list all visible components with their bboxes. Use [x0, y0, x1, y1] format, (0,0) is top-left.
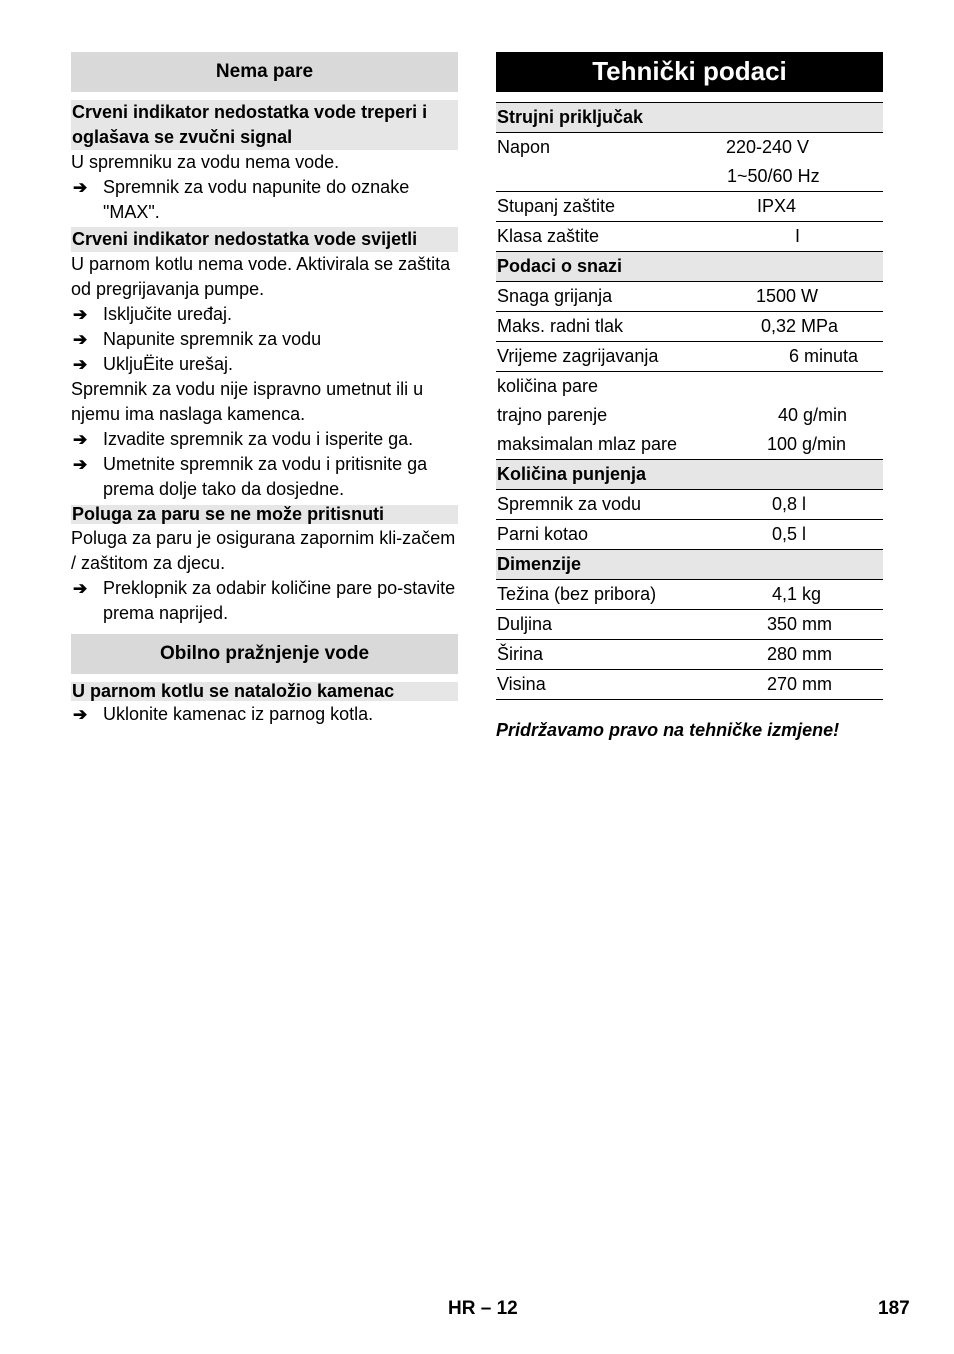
step-text: Uklonite kamenac iz parnog kotla.	[103, 704, 374, 724]
table-row	[496, 670, 883, 700]
table-row	[496, 640, 883, 670]
table-row	[496, 222, 883, 252]
row-value: 0,5 l	[772, 524, 807, 544]
section-heading-obilno: Obilno pražnjenje vode	[71, 634, 458, 674]
paragraph: Poluga za paru je osigurana zapornim kli-začem / zaštitom za djecu.	[71, 528, 456, 573]
step-item	[71, 576, 458, 626]
table-row	[496, 580, 883, 610]
disclaimer-note: Pridržavamo pravo na tehničke izmjene!	[496, 720, 840, 740]
table-row	[496, 490, 883, 520]
row-value: 6 minuta	[789, 346, 859, 366]
row-value: 40 g/min	[778, 405, 848, 425]
row-value: 100 g/min	[767, 434, 847, 454]
row-label: količina pare	[497, 376, 599, 396]
table-row	[496, 520, 883, 550]
group-label: Dimenzije	[497, 554, 582, 574]
page-title: Tehnički podaci	[496, 52, 883, 94]
step-text: Isključite uređaj.	[103, 304, 233, 324]
arrow-right-icon: ➔	[73, 178, 88, 197]
group-label: Količina punjenja	[497, 464, 647, 484]
table-row	[496, 282, 883, 312]
table-row	[496, 192, 883, 222]
step-item	[71, 327, 458, 352]
section-heading-nema-pare: Nema pare	[71, 52, 458, 92]
subheading-kamenac: U parnom kotlu se natаložio kamenac	[71, 682, 458, 701]
table-group-row	[496, 460, 883, 490]
row-label: Maks. radni tlak	[497, 316, 624, 336]
right-column	[496, 52, 883, 741]
step-text: Spremnik za vodu napunite do oznake "MAX".	[103, 177, 410, 222]
group-label: Podaci o snazi	[497, 256, 623, 276]
arrow-right-icon: ➔	[73, 430, 88, 449]
table-group-row	[496, 103, 883, 133]
row-label: Snaga grijanja	[497, 286, 613, 306]
table-row	[496, 312, 883, 342]
row-label: trajno parenje	[497, 405, 608, 425]
step-text: Napunite spremnik za vodu	[103, 329, 322, 349]
table-row	[496, 610, 883, 640]
row-label: Vrijeme zagrijavanja	[497, 346, 659, 366]
step-item	[71, 302, 458, 327]
arrow-right-icon: ➔	[73, 455, 88, 474]
step-text: Preklopnik za odabir količine pare po-stavite prema naprijed.	[103, 578, 456, 623]
row-value: 220-240 V	[726, 137, 810, 157]
row-label: Težina (bez pribora)	[497, 584, 657, 604]
step-text: Umetnite spremnik za vodu i pritisnite ga prema dolje tako da dosjedne.	[103, 454, 428, 499]
step-item	[71, 452, 458, 502]
row-label: Parni kotao	[497, 524, 589, 544]
subheading-poluga: Poluga za paru se ne može pritisnuti	[71, 505, 458, 524]
table-row	[496, 372, 883, 401]
arrow-right-icon: ➔	[73, 579, 88, 598]
arrow-right-icon: ➔	[73, 330, 88, 349]
row-label: Duljina	[497, 614, 553, 634]
row-value: 270 mm	[767, 674, 833, 694]
step-item	[71, 427, 458, 452]
row-value: I	[795, 226, 801, 246]
table-row	[496, 342, 883, 372]
row-value: 1500 W	[756, 286, 819, 306]
row-value: IPX4	[757, 196, 797, 216]
table-group-row	[496, 252, 883, 282]
row-value: 280 mm	[767, 644, 833, 664]
left-column	[71, 52, 458, 727]
page-number: 187	[878, 1298, 910, 1319]
step-item	[71, 702, 458, 727]
row-label: Napon	[497, 137, 551, 157]
row-label: Visina	[497, 674, 546, 694]
table-row	[496, 430, 883, 460]
row-label: Širina	[497, 644, 544, 664]
paragraph: U spremniku za vodu nema vode.	[71, 152, 340, 172]
row-value: 350 mm	[767, 614, 833, 634]
group-label: Strujni priključak	[497, 107, 644, 127]
paragraph: U parnom kotlu nema vode. Aktivirala se zaštita od pregrijavanja pumpe.	[71, 254, 451, 299]
row-label: Stupanj zaštite	[497, 196, 616, 216]
row-label: Klasa zaštite	[497, 226, 600, 246]
row-label: Spremnik za vodu	[497, 494, 642, 514]
row-value: 0,32 MPa	[761, 316, 839, 336]
subheading-indikator-treperi: Crveni indikator nedostatka vode treperi i oglašava se zvučni signal	[71, 100, 458, 150]
arrow-right-icon: ➔	[73, 355, 88, 374]
table-group-row	[496, 550, 883, 580]
table-row	[496, 133, 883, 162]
row-value: 4,1 kg	[772, 584, 822, 604]
table-row	[496, 401, 883, 430]
spec-table	[496, 102, 883, 700]
step-item	[71, 175, 458, 225]
step-text: UkljuËite urešaj.	[103, 354, 234, 374]
step-item	[71, 352, 458, 377]
row-value: 1~50/60 Hz	[727, 166, 820, 186]
subheading-indikator-svijetli: Crveni indikator nedostatka vode svijetli	[71, 227, 458, 252]
step-text: Izvadite spremnik za vodu i isperite ga.	[103, 429, 414, 449]
footer-section-label: HR – 12	[448, 1298, 518, 1319]
row-label: maksimalan mlaz pare	[497, 434, 678, 454]
arrow-right-icon: ➔	[73, 705, 88, 724]
row-value: 0,8 l	[772, 494, 807, 514]
arrow-right-icon: ➔	[73, 305, 88, 324]
paragraph: Spremnik za vodu nije ispravno umetnut ili u njemu ima naslaga kamenca.	[71, 379, 424, 424]
table-row	[496, 162, 883, 192]
